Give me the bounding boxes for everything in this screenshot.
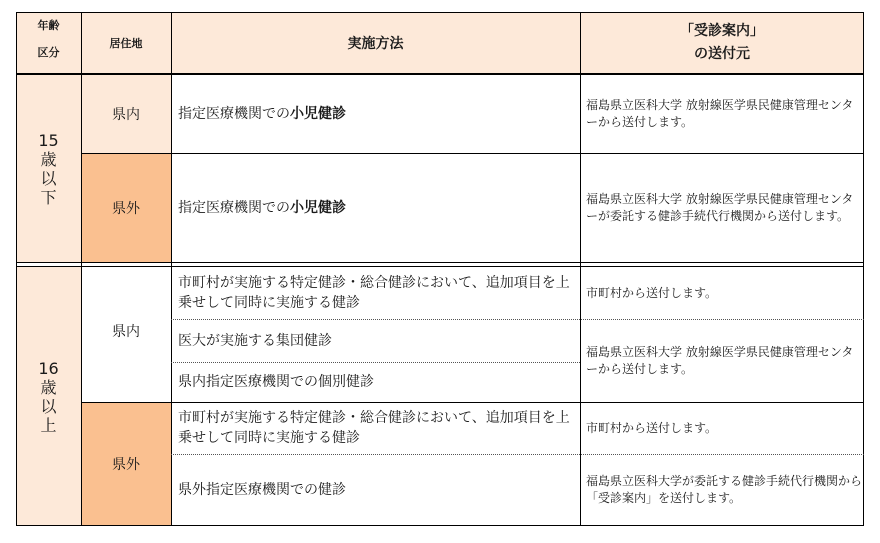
g2-sender-row3-text: 市町村から送付します。 [586, 420, 718, 435]
header-age-label-line1: 年齢 [37, 19, 60, 32]
g1-sender-row2-text: 福島県立医科大学 放射線医学県民健康管理センターが委託する健診手続代行機関から送付します。 [586, 192, 854, 223]
g1-method-row2-bold: 小児健診 [290, 200, 346, 216]
border-outer [16, 12, 864, 526]
age-group-16-line3: 以 [40, 396, 57, 416]
border-header-bottom [16, 73, 864, 75]
g2-residence-in-label: 県内 [112, 324, 140, 340]
g1-method-row2-text: 指定医療機関での [178, 200, 290, 216]
age-group-16-line1: 16 [38, 358, 59, 378]
g2-sender-row2-text: 福島県立医科大学 放射線医学県民健康管理センターから送付します。 [586, 344, 854, 376]
header-age-label-line2: 区分 [37, 46, 60, 59]
border-g2-dotted-1 [171, 319, 864, 320]
g2-method-row4-text: 市町村が実施する特定健診・総合健診において、追加項目を上乗せして同時に実施する健診 [178, 410, 570, 446]
g1-sender-row1-text: 福島県立医科大学 放射線医学県民健康管理センターから送付します。 [586, 97, 854, 129]
border-g2-dotted-2 [171, 362, 580, 363]
border-g2-row-split [81, 402, 864, 403]
header-sender-label-line2: の送付元 [694, 46, 750, 62]
g1-residence-out-label: 県外 [112, 201, 140, 217]
border-group-bottom [16, 266, 864, 267]
header-residence-label: 居住地 [109, 37, 143, 50]
g2-method-row1-text: 市町村が実施する特定健診・総合健診において、追加項目を上乗せして同時に実施する健診 [178, 275, 570, 311]
g2-residence-out-label: 県外 [112, 457, 140, 473]
border-col-residence [171, 12, 172, 526]
border-group-top [16, 262, 864, 263]
exam-guide-table [16, 12, 864, 526]
border-g2-dotted-3 [171, 454, 864, 455]
g2-method-row5-text: 県外指定医療機関での健診 [178, 482, 346, 498]
g1-residence-in-label: 県内 [112, 106, 140, 123]
g2-method-row3-text: 県内指定医療機関での個別健診 [178, 374, 374, 390]
age-group-15-line4: 下 [40, 187, 57, 207]
g2-sender-row4-text: 福島県立医科大学が委託する健診手続代行機関から「受診案内」を送付します。 [586, 474, 863, 505]
g2-method-row2-text: 医大が実施する集団健診 [178, 332, 332, 349]
age-group-15-line1: 15 [38, 130, 59, 150]
border-g1-row-split [81, 153, 864, 154]
age-group-16-line4: 上 [40, 415, 57, 435]
g1-method-row1-text: 指定医療機関での [178, 105, 290, 122]
header-method-label: 実施方法 [347, 36, 404, 52]
age-group-16-line2: 歳 [40, 377, 57, 397]
g2-sender-row1-text: 市町村から送付します。 [586, 285, 718, 300]
header-sender-label-line1: 「受診案内」 [680, 23, 764, 39]
age-group-15-line2: 歳 [40, 149, 57, 169]
border-col-age [81, 12, 82, 526]
age-group-15-line3: 以 [40, 168, 57, 188]
border-col-method [580, 12, 581, 526]
g1-method-row1-bold: 小児健診 [290, 105, 346, 122]
